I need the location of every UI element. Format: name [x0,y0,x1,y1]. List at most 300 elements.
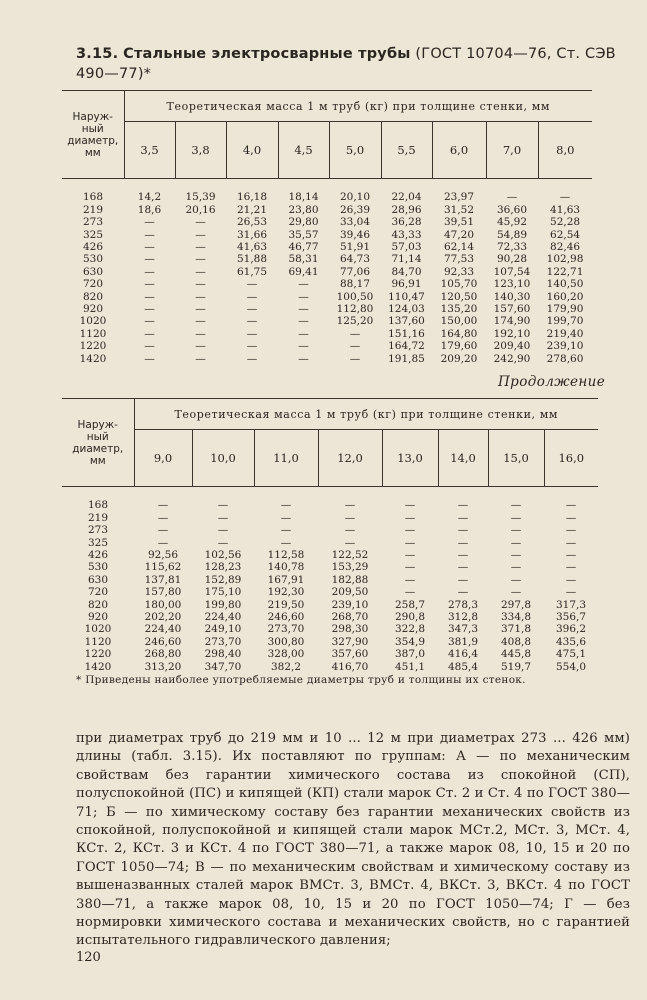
mass-cell: 354,9 [394,635,426,648]
diameter-cell: 426 [87,549,109,562]
mass-cell: 347,3 [447,623,479,636]
mass-cell: 15,39 [185,191,216,204]
mass-cell: 18,6 [137,203,162,216]
mass-cell: — [195,278,206,291]
mass-cell: 51,88 [236,253,268,266]
mass-cell: 16,18 [236,191,268,204]
mass-cell: 151,16 [388,327,425,340]
mass-cell: 135,20 [440,303,478,316]
mass-cell: 160,20 [546,290,584,303]
table-row [62,611,598,623]
diameter-cell: 630 [82,265,104,278]
mass-cell: — [404,586,416,599]
mass-cell: — [195,228,206,241]
mass-cell: 192,30 [267,586,305,599]
mass-cell: 102,98 [546,253,584,266]
mass-cell: — [144,290,155,303]
table-row [62,229,592,241]
mass-cell: 416,70 [331,660,369,673]
mass-cell: 28,96 [391,203,422,216]
thickness-header: 7,0 [486,122,538,179]
diameter-cell: 219 [87,511,109,524]
mass-cell: — [404,549,416,562]
mass-cell: 347,70 [204,660,242,673]
mass-cell: 100,50 [336,290,374,303]
mass-cell: 322,8 [394,623,426,636]
mass-cell: 88,17 [339,278,371,291]
mass-cell: — [246,290,258,303]
mass-cell: 128,23 [204,561,242,574]
mass-cell: 105,70 [440,278,478,291]
diameter-header: Наруж- ный диаметр, мм [62,399,134,487]
mass-cell: — [217,536,229,549]
mass-cell: — [157,536,169,549]
mass-cell: 92,33 [443,265,475,278]
mass-cell: — [344,524,356,537]
mass-cell: 110,47 [388,290,425,303]
mass-cell: — [404,561,416,574]
diameter-cell: 720 [87,586,109,599]
mass-cell: — [195,340,206,353]
diameter-cell: 1220 [84,648,112,661]
diameter-cell: 530 [82,253,104,266]
mass-cell: — [298,352,309,365]
diameter-cell: 920 [87,611,109,624]
mass-cell: 209,50 [331,586,369,599]
mass-cell: — [217,511,229,524]
mass-cell: — [510,573,522,586]
mass-cell: — [195,315,206,328]
mass-cell: 21,21 [236,203,268,216]
thickness-header: 12,0 [318,430,382,487]
mass-cell: 112,58 [267,549,305,562]
thickness-header: 5,5 [381,122,432,179]
diameter-cell: 1420 [84,660,112,673]
mass-cell: — [144,278,155,291]
mass-cell: 61,75 [236,265,268,278]
mass-cell: 387,0 [394,648,426,661]
mass-cell: — [404,536,416,549]
mass-cell: — [565,561,577,574]
mass-cell: 82,46 [550,241,581,254]
mass-cell: 122,71 [546,265,584,278]
mass-cell: — [344,499,356,512]
mass-header: Теоретическая масса 1 м труб (кг) при толщине стенки, мм [124,91,592,122]
diameter-cell: 325 [82,228,104,241]
thickness-header: 4,0 [226,122,278,179]
mass-cell: — [565,586,577,599]
thickness-header: 3,5 [124,122,175,179]
diameter-cell: 820 [87,598,109,611]
thickness-header: 15,0 [488,430,544,487]
diameter-cell: 1420 [79,352,107,365]
mass-cell: — [344,511,356,524]
mass-cell: 20,16 [185,203,216,216]
mass-cell: 317,3 [555,598,587,611]
mass-header: Теоретическая масса 1 м труб (кг) при толщине стенки, мм [134,399,598,430]
mass-cell: 29,80 [288,216,319,229]
table-row [62,204,592,216]
mass-cell: — [195,241,206,254]
mass-cell: 36,60 [496,203,528,216]
mass-cell: 273,70 [267,623,305,636]
mass-cell: 96,91 [391,278,422,291]
header-separator [62,179,592,192]
mass-cell: — [565,536,577,549]
mass-cell: 268,80 [144,648,182,661]
mass-cell: 445,8 [500,648,532,661]
mass-cell: — [457,549,469,562]
diameter-cell: 1120 [84,635,112,648]
mass-cell: 62,14 [443,241,475,254]
table-row [62,586,598,598]
mass-cell: 219,40 [546,327,584,340]
mass-cell: — [457,524,469,537]
mass-cell: — [246,327,258,340]
mass-cell: 26,53 [236,216,268,229]
mass-cell: 239,10 [546,340,584,353]
mass-cell: — [298,278,309,291]
mass-cell: — [144,265,155,278]
mass-cell: 554,0 [555,660,587,673]
mass-cell: 43,33 [391,228,422,241]
table-row [62,599,598,611]
mass-cell: — [457,499,469,512]
mass-cell: 39,51 [443,216,475,229]
mass-cell: — [246,278,258,291]
mass-cell: 125,20 [336,315,374,328]
mass-cell: — [344,536,356,549]
mass-cell: 33,04 [339,216,371,229]
mass-cell: 408,8 [500,635,532,648]
mass-cell: — [144,228,155,241]
mass-cell: — [510,524,522,537]
mass-cell: 224,40 [204,611,242,624]
mass-cell: 57,03 [391,241,422,254]
diameter-cell: 1220 [79,340,107,353]
mass-cell: 120,50 [440,290,478,303]
diameter-cell: 1120 [79,327,107,340]
mass-cell: 41,63 [236,241,268,254]
mass-cell: 278,3 [447,598,479,611]
mass-cell: 519,7 [500,660,532,673]
mass-cell: — [457,586,469,599]
table-row [62,353,592,365]
thickness-header: 13,0 [382,430,438,487]
pipe-mass-table-1 [62,90,592,365]
mass-cell: 92,56 [147,549,179,562]
mass-cell: 140,50 [546,278,584,291]
mass-cell: — [144,241,155,254]
thickness-header: 8,0 [556,143,575,157]
mass-cell: — [510,499,522,512]
mass-cell: — [144,352,155,365]
mass-cell: 202,20 [144,611,182,624]
mass-cell: 298,40 [204,648,242,661]
mass-cell: — [217,524,229,537]
mass-cell: — [195,265,206,278]
table-row [62,216,592,228]
mass-cell: — [349,352,361,365]
diameter-cell: 720 [82,278,104,291]
mass-cell: — [280,511,292,524]
mass-cell: — [157,511,169,524]
table-row [62,537,598,549]
mass-cell: — [298,327,309,340]
mass-cell: — [144,303,155,316]
mass-cell: 180,00 [144,598,182,611]
mass-cell: 140,30 [493,290,531,303]
mass-cell: — [404,511,416,524]
mass-cell: — [457,561,469,574]
mass-cell: — [298,340,309,353]
mass-cell: 51,91 [339,241,371,254]
mass-cell: 175,10 [204,586,242,599]
mass-cell: 475,1 [555,648,587,661]
thickness-header: 3,8 [175,122,226,179]
table-row [62,291,592,303]
diameter-cell: 168 [82,191,104,204]
mass-cell: — [298,290,309,303]
table-row [62,623,598,635]
mass-cell: — [457,511,469,524]
mass-cell: 268,70 [331,611,369,624]
mass-cell: 297,8 [500,598,532,611]
mass-cell: 62,54 [550,228,581,241]
mass-cell: — [195,253,206,266]
thickness-header: 9,0 [134,430,192,487]
mass-cell: 312,8 [447,611,479,624]
mass-cell: 298,30 [331,623,369,636]
mass-cell: 152,89 [204,573,242,586]
mass-cell: 35,57 [288,228,319,241]
mass-cell: 157,80 [144,586,182,599]
mass-cell: — [144,315,155,328]
mass-cell: 485,4 [447,660,479,673]
mass-cell: — [510,549,522,562]
table-row [62,278,592,290]
mass-cell: 153,29 [331,561,369,574]
mass-cell: — [506,191,518,204]
mass-cell: 107,54 [493,265,531,278]
diameter-cell: 820 [82,290,104,303]
mass-cell: 150,00 [440,315,478,328]
mass-cell: 382,2 [270,660,302,673]
table-row [62,241,592,253]
thickness-header: 5,0 [329,122,381,179]
mass-cell: — [280,536,292,549]
table-row [62,648,598,660]
mass-cell: 45,92 [496,216,528,229]
mass-cell: — [349,327,361,340]
mass-cell: 396,2 [555,623,587,636]
table-row [62,191,592,203]
continuation-label: Продолжение [498,374,606,390]
thickness-header: 16,0 [558,451,585,465]
mass-cell: 77,06 [339,265,371,278]
mass-cell: 157,60 [493,303,531,316]
mass-cell: — [246,352,258,365]
mass-cell: 164,72 [388,340,425,353]
mass-cell: — [195,303,206,316]
mass-cell: — [195,327,206,340]
table-row [62,636,598,648]
mass-cell: 239,10 [331,598,369,611]
mass-cell: 52,28 [550,216,581,229]
mass-cell: — [565,511,577,524]
mass-cell: 192,10 [493,327,531,340]
mass-cell: — [144,253,155,266]
mass-cell: 137,81 [144,573,182,586]
mass-cell: 58,31 [288,253,319,266]
table-row [62,512,598,524]
table-title-main: Стальные электросварные трубы [123,46,411,62]
mass-cell: 191,85 [388,352,425,365]
mass-cell: — [404,524,416,537]
mass-cell: 167,91 [267,573,305,586]
mass-cell: — [298,303,309,316]
mass-cell: — [246,340,258,353]
mass-cell: 23,80 [288,203,319,216]
diameter-cell: 630 [87,573,109,586]
mass-cell: 356,7 [555,611,587,624]
table-row [62,499,598,511]
mass-cell: — [195,290,206,303]
diameter-cell: 530 [87,561,109,574]
mass-cell: 273,70 [204,635,242,648]
mass-cell: 90,28 [496,253,528,266]
mass-cell: — [246,315,258,328]
mass-cell: 123,10 [493,278,531,291]
table-row [62,253,592,265]
mass-cell: 137,60 [388,315,425,328]
table-row [62,340,592,352]
thickness-header: 6,0 [432,122,486,179]
mass-cell: 115,62 [144,561,182,574]
mass-cell: — [565,573,577,586]
diameter-cell: 219 [82,203,104,216]
table-title-standard: (ГОСТ 10704—76, Ст. СЭВ 490—77)* [76,46,616,82]
mass-cell: — [280,524,292,537]
mass-cell: 47,20 [443,228,475,241]
mass-cell: 46,77 [288,241,319,254]
mass-cell: — [457,573,469,586]
mass-cell: — [349,340,361,353]
mass-cell: 199,80 [204,598,242,611]
table-row [62,661,598,673]
mass-cell: — [217,499,229,512]
mass-cell: — [559,191,571,204]
table-number: 3.15. [76,46,119,62]
mass-cell: 84,70 [391,265,422,278]
thickness-header: 10,0 [192,430,254,487]
table-row [62,524,598,536]
mass-cell: 179,60 [440,340,478,353]
mass-cell: 23,97 [443,191,475,204]
mass-cell: 209,40 [493,340,531,353]
mass-cell: — [157,499,169,512]
mass-cell: — [510,586,522,599]
table-row [62,574,598,586]
mass-cell: — [404,573,416,586]
pipe-mass-table-2 [62,398,598,673]
mass-cell: 140,78 [267,561,305,574]
table-row [62,328,592,340]
thickness-header: 11,0 [254,430,318,487]
body-paragraph: при диаметрах труб до 219 мм и 10 ... 12 м при диаметрах 273 ... 426 мм) длины (табл. 3.15). Их поставляют по группам: А — по механическим свойствам без гарантии химического состава из спокойной (СП), полуспокойной (ПС) и кипящей (КП) стали марок Ст. 2 и Ст. 4 по ГОСТ 380—71; Б — по химическому составу без гарантии механических свойств из спокойной, полуспокойной и кипящей стали марок МСт.2, МСт. 3, МСт. 4, КСт. 2, КСт. 3 и КСт. 4 по ГОСТ 380—71, а также марок 08, 10, 15 и 20 по ГОСТ 1050—74; В — по механическим свойствам и химическому составу из вышеназванных сталей марок ВМСт. 3, ВМСт. 4, ВКСт. 3, ВКСт. 4 по ГОСТ 380—71, а также марок 08, 10, 15 и 20 по ГОСТ 1050—74; Г — без нормировки химического состава и механических свойств, но с гарантией испытательного гидравлического давления; [76,731,630,949]
mass-cell: 26,39 [339,203,371,216]
mass-cell: 64,73 [339,253,371,266]
mass-cell: 242,90 [493,352,531,365]
mass-cell: — [280,499,292,512]
mass-cell: 22,04 [391,191,422,204]
mass-cell: 313,20 [144,660,182,673]
mass-cell: 31,52 [443,203,475,216]
mass-cell: 327,90 [331,635,369,648]
mass-cell: — [510,536,522,549]
mass-cell: 77,53 [443,253,475,266]
mass-cell: 435,6 [555,635,587,648]
mass-cell: — [157,524,169,537]
mass-cell: — [195,352,206,365]
table-row [62,315,592,327]
mass-cell: — [565,549,577,562]
table-row [62,549,598,561]
table-row [62,303,592,315]
diameter-cell: 273 [87,524,109,537]
mass-cell: 31,66 [236,228,268,241]
table-title [76,44,616,84]
thickness-header: 4,5 [278,122,329,179]
mass-cell: — [457,536,469,549]
mass-cell: 357,60 [331,648,369,661]
mass-cell: 164,80 [440,327,478,340]
mass-cell: 36,28 [391,216,422,229]
diameter-cell: 1020 [79,315,107,328]
mass-cell: — [510,511,522,524]
mass-cell: 334,8 [500,611,532,624]
mass-cell: — [144,327,155,340]
mass-cell: 249,10 [204,623,242,636]
mass-cell: 300,80 [267,635,305,648]
mass-cell: 18,14 [288,191,319,204]
mass-cell: 72,33 [496,241,528,254]
mass-cell: — [565,499,577,512]
mass-cell: — [510,561,522,574]
mass-cell: — [565,524,577,537]
header-separator [62,487,598,500]
mass-cell: 381,9 [447,635,479,648]
mass-cell: 328,00 [267,648,305,661]
mass-cell: — [404,499,416,512]
mass-cell: — [144,340,155,353]
mass-cell: 258,7 [394,598,426,611]
table-row [62,266,592,278]
mass-cell: — [298,315,309,328]
mass-cell: 112,80 [336,303,374,316]
mass-cell: 182,88 [331,573,369,586]
mass-cell: 416,4 [447,648,479,661]
mass-cell: 179,90 [546,303,584,316]
diameter-cell: 325 [87,536,109,549]
mass-cell: 54,89 [496,228,528,241]
diameter-cell: 920 [82,303,104,316]
diameter-cell: 426 [82,241,104,254]
mass-cell: 199,70 [546,315,584,328]
mass-cell: 451,1 [394,660,426,673]
mass-cell: — [246,303,258,316]
table-row [62,561,598,573]
